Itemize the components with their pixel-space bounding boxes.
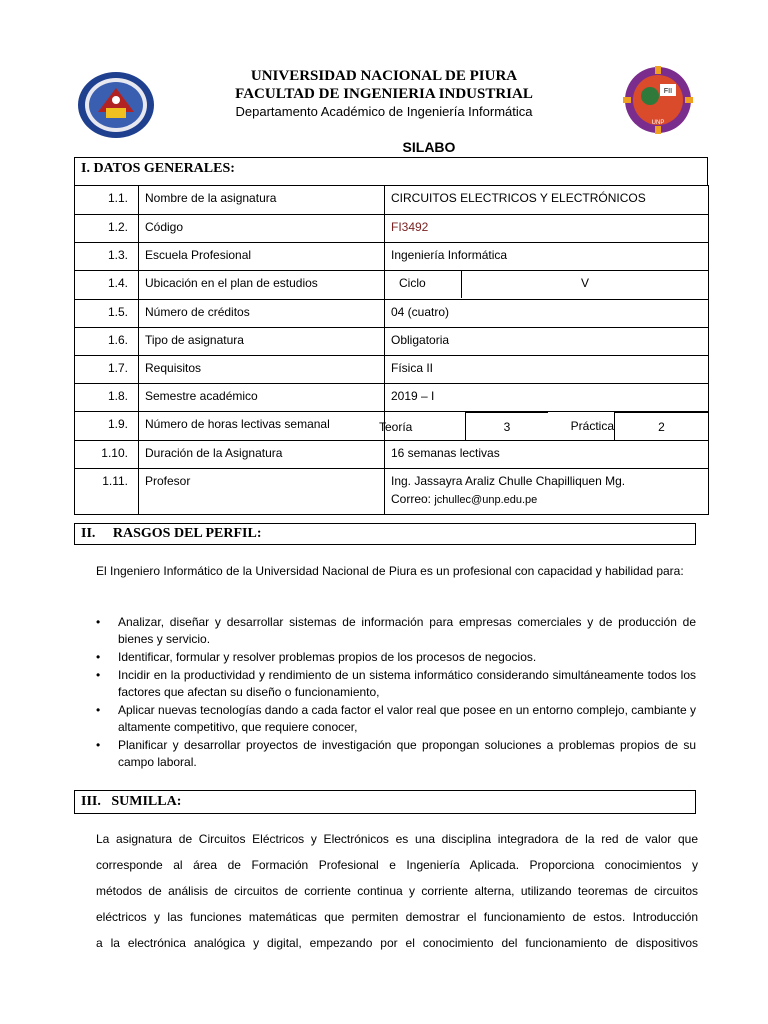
datos-generales-table [74,185,709,515]
row-label: Requisitos [145,361,202,375]
row-number: 1.5. [107,305,128,319]
section-1-title: I. DATOS GENERALES: [81,161,235,176]
table-row [75,271,709,300]
list-item: • Identificar, formular y resolver problemas propios de los procesos de negocios. [94,649,696,666]
row-label: Profesor [145,474,191,488]
table-row [75,243,709,271]
row-number: 1.1. [107,191,128,205]
row-value: 16 semanas lectivas [391,446,500,460]
ciclo-label: Ciclo [399,276,426,290]
row-label: Escuela Profesional [145,248,252,262]
practica-label: Práctica [570,419,614,433]
table-row [75,186,709,215]
ciclo-value: V [461,271,708,298]
section-2-header [74,523,696,545]
row-label: Nombre de la asignatura [145,191,277,205]
practica-value: 2 [614,412,708,440]
section-2-title: II. RASGOS DEL PERFIL: [81,526,262,541]
table-row [75,412,709,441]
list-item: • Planificar y desarrollar proyectos de investigación que propongan soluciones a problemas propios de su campo laboral. [94,737,696,771]
department-name: Departamento Académico de Ingeniería Informática [235,104,533,119]
row-value: Ingeniería Informática [391,248,508,262]
list-item: • Analizar, diseñar y desarrollar sistemas de información para empresas comerciales y de producción de bienes y servicio. [94,614,696,648]
row-number: 1.3. [107,248,128,262]
row-label: Duración de la Asignatura [145,446,283,460]
row-label: Ubicación en el plan de estudios [145,276,318,290]
faculty-name: FACULTAD DE INGENIERIA INDUSTRIAL [235,86,533,102]
sumilla-line: a la electrónica analógica y digital, empezando por el conocimiento del funcionamiento de dispositivos [96,936,698,950]
row-value: 2019 – I [391,389,435,403]
sumilla-line: La asignatura de Circuitos Eléctricos y Electrónicos es una disciplina integradora de la red de valor que [96,832,698,846]
document-title: SILABO [402,139,456,155]
table-row [75,356,709,384]
perfil-bullet-list [94,614,696,772]
table-row [75,441,709,469]
section-1-header [74,157,708,185]
teoria-label: Teoría [379,420,413,434]
table-row [75,215,709,243]
teoria-value: 3 [465,412,548,440]
row-label: Número de créditos [145,305,250,319]
professor-name: Ing. Jassayra Araliz Chulle Chapilliquen Mg. [391,474,626,488]
row-number: 1.9. [107,417,128,431]
row-number: 1.2. [107,220,128,234]
row-value: CIRCUITOS ELECTRICOS Y ELECTRÓNICOS [391,191,646,205]
row-label: Semestre académico [145,389,258,403]
row-number: 1.8. [107,389,128,403]
email-label: Correo: [391,492,432,506]
section-3-title: III. SUMILLA: [81,794,182,809]
datos-generales-section [74,157,708,515]
sumilla-line: eléctricos y las funciones matemáticas que permiten demostrar el funcionamiento de estos. Introducción [96,910,698,924]
row-value: FI3492 [391,220,429,234]
row-label: Código [145,220,184,234]
section-3-header [74,790,696,814]
row-label: Número de horas lectivas semanal [145,417,330,431]
list-item: • Incidir en la productividad y rendimiento de un sistema informático considerando simultáneamente todos los factores que afectan su diseño o funcionamiento, [94,667,696,701]
email-value: jchullec@unp.edu.pe [434,494,538,506]
row-number: 1.4. [107,276,128,290]
table-row [75,469,709,515]
table-row [75,300,709,328]
row-number: 1.7. [107,361,128,375]
row-number: 1.10. [101,446,128,460]
sumilla-line: corresponde al área de Formación Profesional e Ingeniería Aplicada. Proporciona conocimientos y [96,858,698,872]
table-row [75,384,709,412]
row-value: Obligatoria [391,333,450,347]
university-name: UNIVERSIDAD NACIONAL DE PIURA [250,68,518,84]
list-item: • Aplicar nuevas tecnologías dando a cada factor el valor real que posee en un entorno complejo, cambiante y altamente competitivo, que requiere conocer, [94,702,696,736]
sumilla-line: métodos de análisis de circuitos de corriente continua y corriente alterna, utilizando teoremas de circuitos [96,884,698,898]
logo-fii-text: FII [663,88,673,95]
row-number: 1.6. [107,333,128,347]
row-label: Tipo de asignatura [145,333,244,347]
row-value: 04 (cuatro) [391,305,450,319]
sumilla-text [96,826,698,956]
logo-unp-text: UNP [651,120,665,126]
row-number: 1.11. [102,474,128,488]
table-row [75,328,709,356]
perfil-intro: El Ingeniero Informático de la Universidad Nacional de Piura es un profesional con capacidad y habilidad para: [96,564,684,578]
row-value: Física II [391,361,434,375]
